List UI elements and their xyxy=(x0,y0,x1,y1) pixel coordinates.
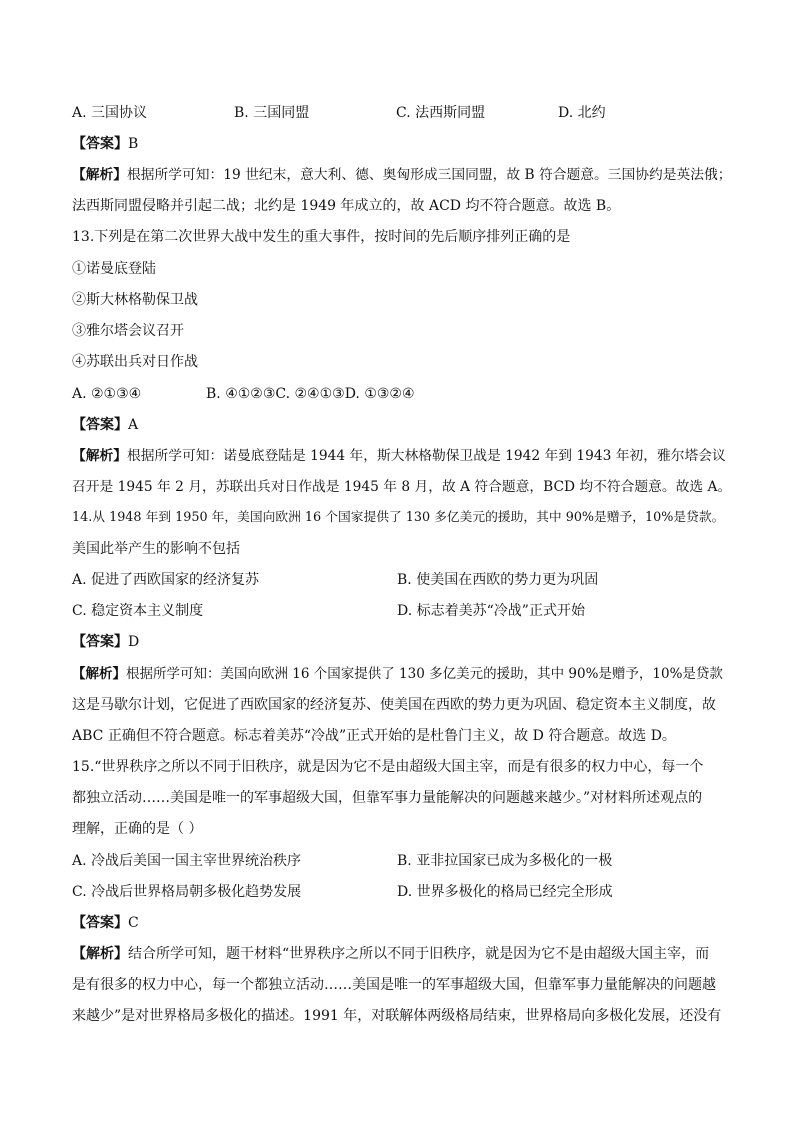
q14-option-a: A. 促进了西欧国家的经济复苏 xyxy=(72,572,260,588)
q14-option-d: D. 标志着美苏“冷战”正式开始 xyxy=(397,603,585,619)
q15-option-a: A. 冷战后美国一国主宰世界统治秩序 xyxy=(72,853,302,869)
q13-event-4: ④苏联出兵对日作战 xyxy=(72,354,198,370)
answer-value: D xyxy=(128,634,140,650)
q12-analysis-line-1 xyxy=(72,166,732,184)
q14-option-c: C. 稳定资本主义制度 xyxy=(72,603,204,619)
q12-option-c: C. 法西斯同盟 xyxy=(396,105,486,121)
q13-analysis-line-2: 召开是 1945 年 2 月，苏联出兵对日作战是 1945 年 8 月，故 A 符合题意，BCD 均不符合题意。故选 A。 xyxy=(72,479,732,495)
q12-option-a: A. 三国协议 xyxy=(72,105,148,121)
q15-stem-line-2: 都独立活动……美国是唯一的军事超级大国，但靠军事力量能解决的问题越来越少。”对材料所述观点的 xyxy=(72,790,703,806)
answer-value: A xyxy=(128,417,139,433)
analysis-text: 根据所学可知：诺曼底登陆是 1944 年，斯大林格勒保卫战是 1942 年到 1943 年初，雅尔塔会议 xyxy=(127,448,726,464)
analysis-label: 【解析】 xyxy=(72,946,128,962)
q14-analysis-line-2: 这是马歇尔计划，它促进了西欧国家的经济复苏、使美国在西欧的势力更为巩固、稳定资本主义制度，故 xyxy=(72,697,716,713)
answer-value: B xyxy=(128,136,139,152)
answer-label: 【答案】 xyxy=(72,915,128,931)
q12-option-d: D. 北约 xyxy=(558,105,606,121)
q13-event-3: ③雅尔塔会议召开 xyxy=(72,323,184,339)
analysis-text: 根据所学可知：美国向欧洲 16 个国家提供了 130 多亿美元的援助，其中 90%是赠予，10%是贷款 xyxy=(126,666,723,682)
answer-label: 【答案】 xyxy=(72,634,128,650)
q14-option-b: B. 使美国在西欧的势力更为巩固 xyxy=(397,572,599,588)
analysis-label: 【解析】 xyxy=(72,167,128,183)
q14-analysis-line-1 xyxy=(72,665,732,683)
q12-answer xyxy=(72,135,732,153)
q13-event-2: ②斯大林格勒保卫战 xyxy=(72,292,198,308)
answer-value: C xyxy=(128,915,139,931)
q15-option-c: C. 冷战后世界格局朝多极化趋势发展 xyxy=(72,884,302,900)
q15-stem-line-3: 理解，正确的是（ ） xyxy=(72,821,203,837)
q15-option-b: B. 亚非拉国家已成为多极化的一极 xyxy=(397,853,613,869)
q13-event-1: ①诺曼底登陆 xyxy=(72,261,156,277)
q15-option-d: D. 世界多极化的格局已经完全形成 xyxy=(397,884,613,900)
analysis-text: 结合所学可知，题干材料“世界秩序之所以不同于旧秩序，就是因为它不是由超级大国主宰，而 xyxy=(128,946,710,962)
analysis-label: 【解析】 xyxy=(72,666,126,682)
q13-option-a: A. ②①③④ xyxy=(72,386,142,402)
q13-option-bcd: B. ④①②③C. ②④①③D. ①③②④ xyxy=(206,386,415,402)
q13-stem: 13.下列是在第二次世界大战中发生的重大事件，按时间的先后顺序排列正确的是 xyxy=(72,229,571,245)
q14-stem-line-2: 美国此举产生的影响不包括 xyxy=(72,541,240,557)
q14-answer xyxy=(72,633,732,651)
q14-stem-line-1: 14.从 1948 年到 1950 年，美国向欧洲 16 个国家提供了 130 多亿美元的援助，其中 90%是赠予，10%是贷款。 xyxy=(72,510,725,525)
q15-answer xyxy=(72,914,732,932)
q13-analysis-line-1 xyxy=(72,447,732,465)
q12-analysis-line-2: 法西斯同盟侵略并引起二战；北约是 1949 年成立的，故 ACD 均不符合题意。故选 B。 xyxy=(72,198,621,214)
analysis-text: 根据所学可知：19 世纪末，意大利、德、奥匈形成三国同盟，故 B 符合题意。三国协约是英法俄； xyxy=(127,167,732,183)
q15-analysis-line-1 xyxy=(72,945,732,963)
q12-option-b: B. 三国同盟 xyxy=(234,105,310,121)
q15-analysis-line-2: 是有很多的权力中心，每一个都独立活动……美国是唯一的军事超级大国，但靠军事力量能解决的问题越 xyxy=(72,977,716,993)
q15-stem-line-1: 15.“世界秩序之所以不同于旧秩序，就是因为它不是由超级大国主宰，而是有很多的权力中心，每一个 xyxy=(72,759,704,775)
q13-answer xyxy=(72,416,732,434)
answer-label: 【答案】 xyxy=(72,417,128,433)
q15-analysis-line-3: 来越少”是对世界格局多极化的描述。1991 年，对联解体两级格局结束，世界格局向多极化发展，还没有 xyxy=(72,1008,722,1024)
analysis-label: 【解析】 xyxy=(72,448,128,464)
answer-label: 【答案】 xyxy=(72,136,128,152)
q14-analysis-line-3: ABC 正确但不符合题意。标志着美苏“冷战”正式开始的是杜鲁门主义，故 D 符合题意。故选 D。 xyxy=(72,728,676,744)
